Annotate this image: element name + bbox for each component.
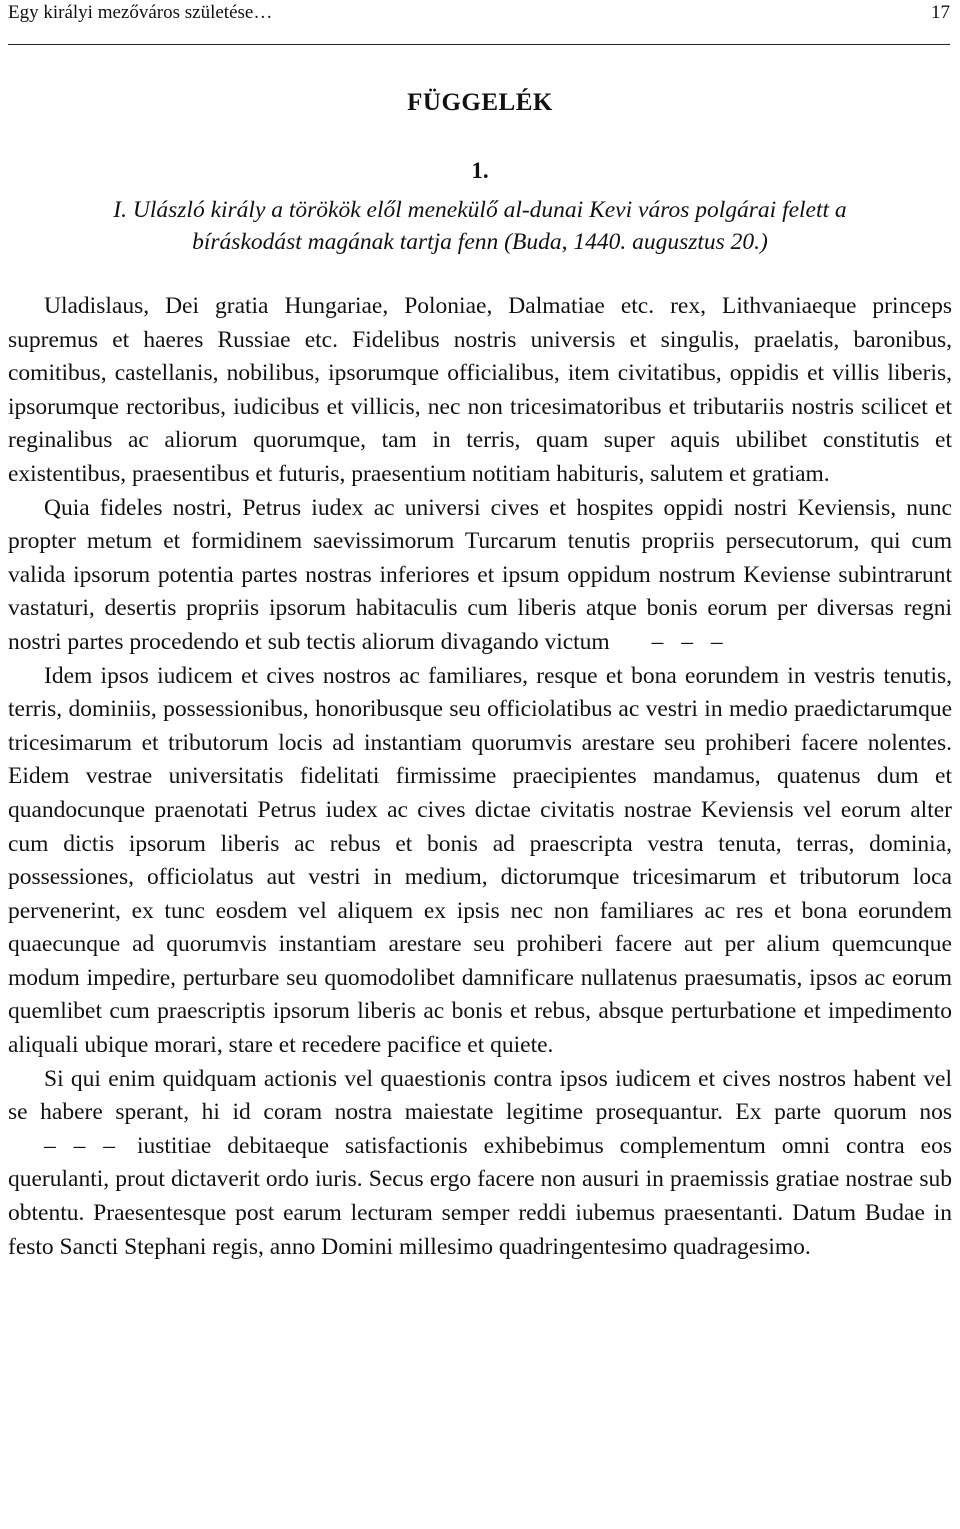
paragraph-dispositio: Idem ipsos iudicem et cives nostros ac familiares, resque et bona eorundem in vestris tenutis, terris, dominiis, possessionibus, honoribusque seu officiolatibus ac vestri in medio praedictarumque tricesimarum et tributorum locis ad instantiam quorumvis arestare seu prohiberi facere nolentes. Eidem vestrae universitatis fidelitati firmissime praecipientes mandamus, quatenus dum et quandocunque praenotati Petrus iudex ac cives dictae civitatis nostrae Keviensis vel eorum alter cum dictis ipsorum liberis ac rebus et bonis ad praescripta vestra tenuta, terras, dominia, possessiones, officiolatus aut vestri in medium, dictorumque tricesimarum et tributorum loca pervenerint, ex tunc eosdem vel aliquem ex ipsis nec non familiares ac res et bona eorundem quaecunque ad quorumvis instantiam arestare seu prohiberi facere aut per alium quemcunque modum impedire, perturbare seu quomodolibet damnificare nullatenus praesumatis, ipsos ac eorum quemlibet cum praescriptis ipsorum liberis ac bonis et rebus, absque perturbatione et impedimento aliquali ubique morari, stare et recedere pacifice et quiete. bbox=[8, 662, 952, 1059]
omission-dashes: – – – bbox=[651, 628, 729, 655]
document-number: 1. bbox=[471, 158, 489, 183]
page-number: 17 bbox=[931, 2, 950, 23]
paragraph-salutation: Uladislaus, Dei gratia Hungariae, Poloniae, Dalmatiae etc. rex, Lithvaniaeque princeps supremus et haeres Russiae etc. Fidelibus nostris universis et singulis, praelatis, baronibus, comitibus, castellanis, nobilibus, ipsorumque officialibus, item civitatibus, oppidis et villis liberis, ipsorumque rectoribus, iudicibus et villicis, nec non tricesimatoribus et tributariis nostris scilicet et reginalibus ac aliorum quorumque, tam in terris, quam super aquis ubilibet constitutis et existentibus, praesentibus et futuris, praesentium notitiam habituris, salutem et gratiam. bbox=[8, 293, 952, 487]
running-title: Egy királyi mezőváros születése… bbox=[8, 2, 273, 23]
appendix-title: FÜGGELÉK bbox=[407, 89, 553, 116]
document-heading bbox=[0, 194, 960, 258]
paragraph-narratio bbox=[8, 492, 952, 660]
paragraph-closing bbox=[8, 1063, 952, 1265]
document-heading-line-1: I. Ulászló király a törökök elől menekülő al-dunai Kevi város polgárai felett a bbox=[113, 197, 847, 223]
running-header bbox=[8, 0, 950, 45]
paragraph-narratio-text: Quia fideles nostri, Petrus iudex ac universi cives et hospites oppidi nostri Keviensis, nunc propter metum et formidinem saevissimorum Turcarum tenutis propriis persecutorum, qui cum valida ipsorum potentia partes nostras inferiores et ipsum oppidum nostrum Keviense subintrarunt vastaturi, desertis propriis ipsorum habitaculis cum liberis atque bonis eorum per diversas regni nostri partes procedendo et sub tectis aliorum divagando victum bbox=[8, 494, 952, 655]
paragraph-closing-text-2: iustitiae debitaeque satisfactionis exhibebimus complementum omni contra eos querulanti, prout dictaverit ordo iuris. Secus ergo facere non ausuri in praemissis gratiae nostrae sub obtentu. Praesentesque post earum lecturam semper reddi iubemus praesentanti. Datum Budae in festo Sancti Stephani regis, anno Domini millesimo quadringentesimo quadragesimo. bbox=[8, 1132, 952, 1260]
document-heading-line-2: bíráskodást magának tartja fenn (Buda, 1440. augusztus 20.) bbox=[192, 229, 768, 255]
omission-dashes-2: – – – bbox=[44, 1132, 121, 1159]
paragraph-closing-text-1: Si qui enim quidquam actionis vel quaestionis contra ipsos iudicem et cives nostros habent vel se habere sperant, hi id coram nostra maiestate legitime prosequantur. Ex parte quorum nos bbox=[8, 1065, 952, 1126]
document-body bbox=[8, 290, 952, 1264]
